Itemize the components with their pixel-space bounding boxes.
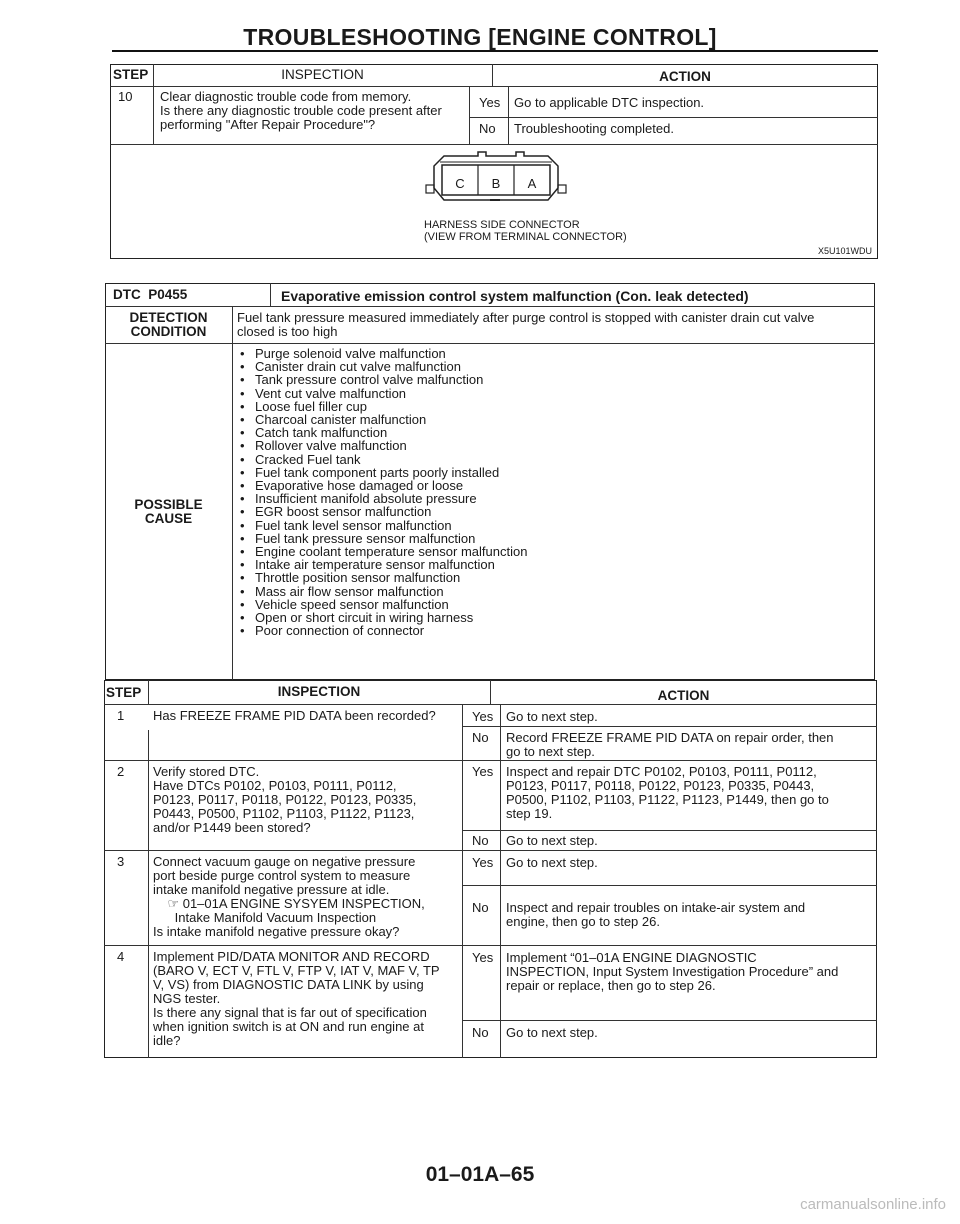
page-number: 01–01A–65 [425,1163,535,1186]
divider [469,117,878,118]
cause-item: • Insufficient manifold absolute pressure [240,492,527,505]
cause-item: • Intake air temperature sensor malfunction [240,558,527,571]
cause-item: • Rollover valve malfunction [240,439,527,452]
inspection-text: Clear diagnostic trouble code from memory. Is there any diagnostic trouble code present after performing "After Repair Procedure"? [160,89,442,132]
possible-cause-label: POSSIBLE CAUSE [134,497,203,526]
cause-item: • Fuel tank level sensor malfunction [240,519,527,532]
no-action: Go to next step. [506,833,598,848]
step-number: 10 [118,89,133,104]
detection-condition-text: Fuel tank pressure measured immediately after purge control is stopped with canister drain cut valve closed is too high [237,310,815,339]
dtc-code: DTC P0455 [113,287,188,302]
yes-action: Go to next step. [506,709,598,724]
cause-item: • Loose fuel filler cup [240,400,527,413]
yes-action: Inspect and repair DTC P0102, P0103, P0111, P0112, P0123, P0117, P0118, P0122, P0123, P0335, P0443, P0500, P1102, P1103, P1122, P1123, P1449, then go to step 19. [506,764,829,821]
cause-item: • Catch tank malfunction [240,426,527,439]
no-label: No [472,900,489,915]
connector-pin-b: B [491,176,501,191]
col-step-header: STEP [113,67,149,82]
divider [462,1020,877,1021]
cause-item: • Vent cut valve malfunction [240,387,527,400]
cause-item: • Poor connection of connector [240,624,527,637]
connector-caption: HARNESS SIDE CONNECTOR (VIEW FROM TERMINAL CONNECTOR) [424,219,627,243]
page-title: TROUBLESHOOTING [ENGINE CONTROL] [243,24,717,50]
step-number: 4 [117,949,125,964]
divider [462,885,877,886]
header-rule [112,50,878,52]
inspection-text: Implement PID/DATA MONITOR AND RECORD (BARO V, ECT V, FTL V, FTP V, IAT V, MAF V, TP V, VS) from DIAGNOSTIC DATA LINK by using NGS tester. Is there any signal that is far out of specification when ignition switch is at ON and run engine at idle? [153,949,440,1048]
divider [104,704,877,705]
no-action: Go to next step. [506,1025,598,1040]
cause-item: • Purge solenoid valve malfunction [240,347,527,360]
cause-item: • Throttle position sensor malfunction [240,571,527,584]
cause-item: • Open or short circuit in wiring harness [240,611,527,624]
yes-action: Go to next step. [506,855,598,870]
col-action-header: ACTION [659,69,711,84]
divider [469,86,470,144]
step-number: 1 [117,708,125,723]
col-action-header: ACTION [657,688,710,703]
cause-item: • Engine coolant temperature sensor malfunction [240,545,527,558]
divider [508,86,509,144]
cause-item: • Fuel tank pressure sensor malfunction [240,532,527,545]
yes-label: Yes [479,95,501,110]
divider [500,704,501,1058]
dtc-title: Evaporative emission control system malfunction (Con. leak detected) [281,288,749,304]
no-label: No [479,121,496,136]
cause-item: • Evaporative hose damaged or loose [240,479,527,492]
divider [462,726,877,727]
no-action: Inspect and repair troubles on intake-air system and engine, then go to step 26. [506,900,806,929]
divider [148,730,149,1058]
connector-pin-a: A [527,176,537,191]
cause-item: • Charcoal canister malfunction [240,413,527,426]
divider [232,306,233,680]
yes-label: Yes [472,764,494,779]
divider [104,945,877,946]
no-label: No [472,730,489,745]
divider [105,343,875,344]
figure-code: X5U101WDU [818,246,873,256]
yes-label: Yes [472,855,494,870]
divider [153,86,154,144]
no-label: No [472,833,489,848]
divider [110,86,878,87]
inspection-text: Has FREEZE FRAME PID DATA been recorded? [153,708,436,723]
cause-item: • Cracked Fuel tank [240,453,527,466]
watermark: carmanualsonline.info [800,1196,946,1213]
no-action: Record FREEZE FRAME PID DATA on repair order, then go to next step. [506,730,834,759]
cause-item: • Fuel tank component parts poorly installed [240,466,527,479]
divider [104,850,877,851]
yes-action: Go to applicable DTC inspection. [514,95,705,110]
divider [110,144,878,145]
inspection-text: Connect vacuum gauge on negative pressure port beside purge control system to measure intake manifold negative pressure at idle. ☞ 01–01A ENGINE SYSYEM INSPECTION, Intake Manifold Vacuum Inspection Is intake manifold negative pressure okay? [153,854,425,939]
detection-condition-label: DETECTION CONDITION [129,310,208,339]
no-action: Troubleshooting completed. [514,121,674,136]
step-number: 3 [117,854,125,869]
possible-cause-list [240,347,527,637]
yes-label: Yes [472,950,494,965]
cause-item: • Tank pressure control valve malfunction [240,373,527,386]
divider [270,283,271,306]
divider [104,760,877,761]
divider [462,704,463,1058]
cause-item: • Canister drain cut valve malfunction [240,360,527,373]
divider [105,306,875,307]
col-inspection-header: INSPECTION [277,684,361,699]
yes-label: Yes [472,709,494,724]
cause-item: • EGR boost sensor malfunction [240,505,527,518]
col-step-header: STEP [106,685,142,700]
inspection-text: Verify stored DTC. Have DTCs P0102, P0103, P0111, P0112, P0123, P0117, P0118, P0122, P0123, P0335, P0443, P0500, P1102, P1103, P1122, P1123, and/or P1449 been stored? [153,764,417,835]
cause-item: • Vehicle speed sensor malfunction [240,598,527,611]
cause-item: • Mass air flow sensor malfunction [240,585,527,598]
divider [462,830,877,831]
col-inspection-header: INSPECTION [281,67,364,82]
connector-pin-c: C [455,176,465,191]
step-number: 2 [117,764,125,779]
yes-action: Implement “01–01A ENGINE DIAGNOSTIC INSPECTION, Input System Investigation Procedure” and repair or replace, then go to step 26. [506,950,839,993]
no-label: No [472,1025,489,1040]
